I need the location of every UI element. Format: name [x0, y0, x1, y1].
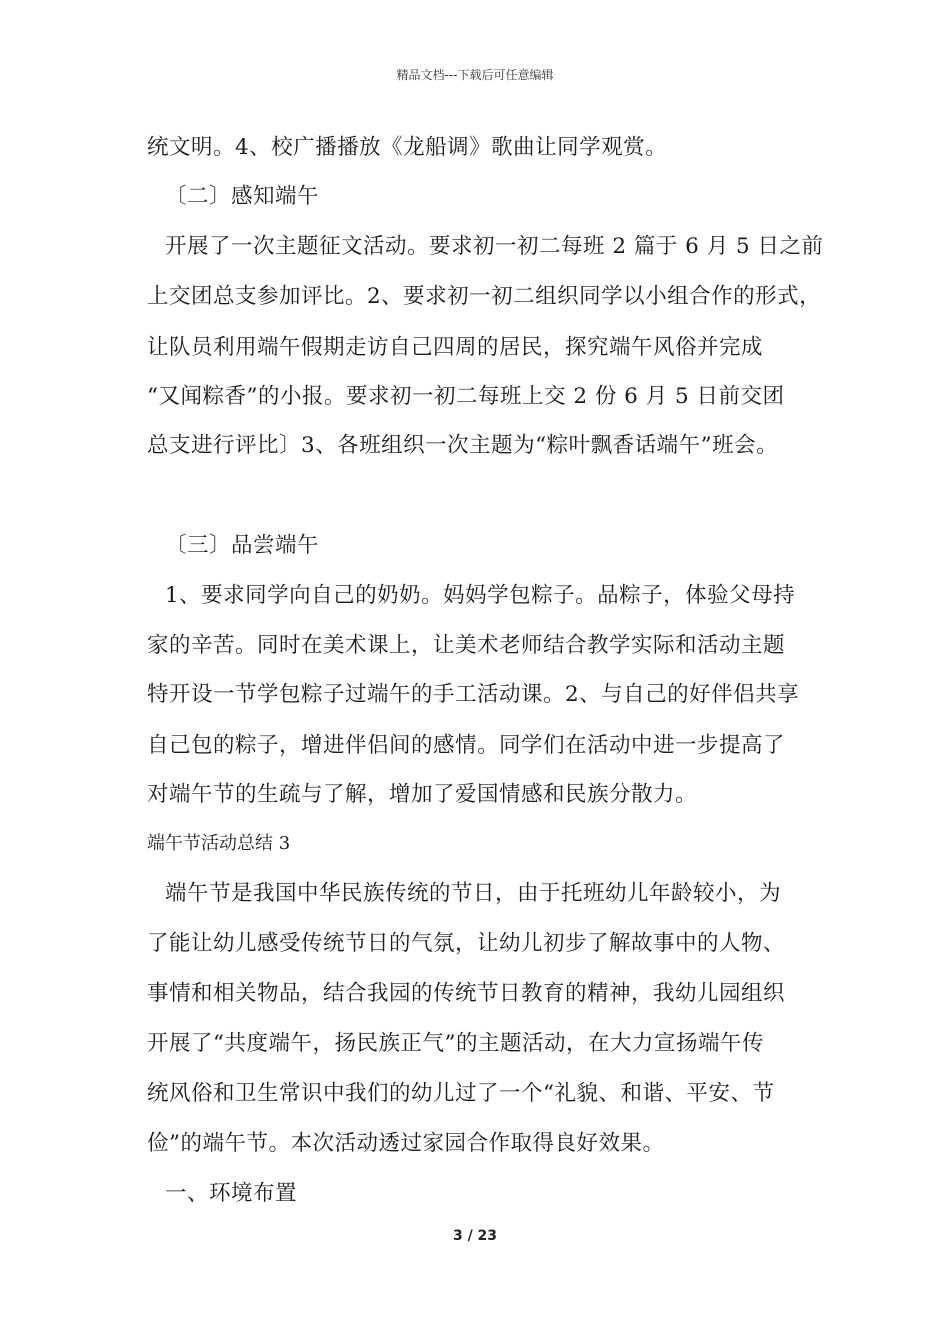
text-line: 开展了一次主题征文活动。要求初一初二每班 2 篇于 6 月 5 日之前	[165, 234, 824, 259]
text-line: 统文明。4、校广播播放《龙船调》歌曲让同学观赏。	[147, 135, 668, 160]
article-title: 端午节活动总结 3	[147, 833, 291, 854]
text-line: 特开设一节学包粽子过端午的手工活动课。2、与自己的好伴侣共享	[147, 682, 800, 707]
text-line: 让队员利用端午假期走访自己四周的居民，探究端午风俗并完成	[147, 335, 764, 360]
text-line: 对端午节的生疏与了解，增加了爱国情感和民族分散力。	[147, 782, 698, 807]
text-line: 自己包的粽子，增进伴侣间的感情。同学们在活动中进一步提高了	[147, 733, 786, 758]
text-line: 端午节是我国中华民族传统的节日，由于托班幼儿年龄较小，为	[165, 881, 782, 906]
text-line: 了能让幼儿感受传统节日的气氛，让幼儿初步了解故事中的人物、	[147, 931, 786, 956]
text-line: “又闻粽香”的小报。要求初一初二每班上交 2 份 6 月 5 日前交团	[147, 384, 785, 409]
text-line: 上交团总支参加评比。2、要求初一初二组织同学以小组合作的形式，	[147, 284, 822, 309]
text-line: 事情和相关物品，结合我园的传统节日教育的精神，我幼儿园组织	[147, 981, 786, 1006]
text-line: 俭”的端午节。本次活动透过家园合作取得良好效果。	[147, 1131, 665, 1156]
text-line: 开展了“共度端午，扬民族正气”的主题活动，在大力宣扬端午传	[147, 1031, 764, 1056]
text-line: 1、要求同学向自己的奶奶。妈妈学包粽子。品粽子，体验父母持	[165, 583, 796, 608]
section-heading: 〔二〕感知端午	[165, 184, 320, 209]
text-line: 总支进行评比〕3、各班组织一次主题为“粽叶飘香话端午”班会。	[147, 433, 779, 458]
section-heading: 一、环境布置	[165, 1181, 298, 1206]
page-number: 3 / 23	[452, 1228, 498, 1244]
section-heading: 〔三〕品尝端午	[165, 533, 320, 558]
text-line: 统风俗和卫生常识中我们的幼儿过了一个“礼貌、和谐、平安、节	[147, 1081, 775, 1106]
text-line: 家的辛苦。同时在美术课上，让美术老师结合教学实际和活动主题	[147, 633, 786, 658]
page-header: 精品文档---下载后可任意编辑	[396, 68, 554, 82]
